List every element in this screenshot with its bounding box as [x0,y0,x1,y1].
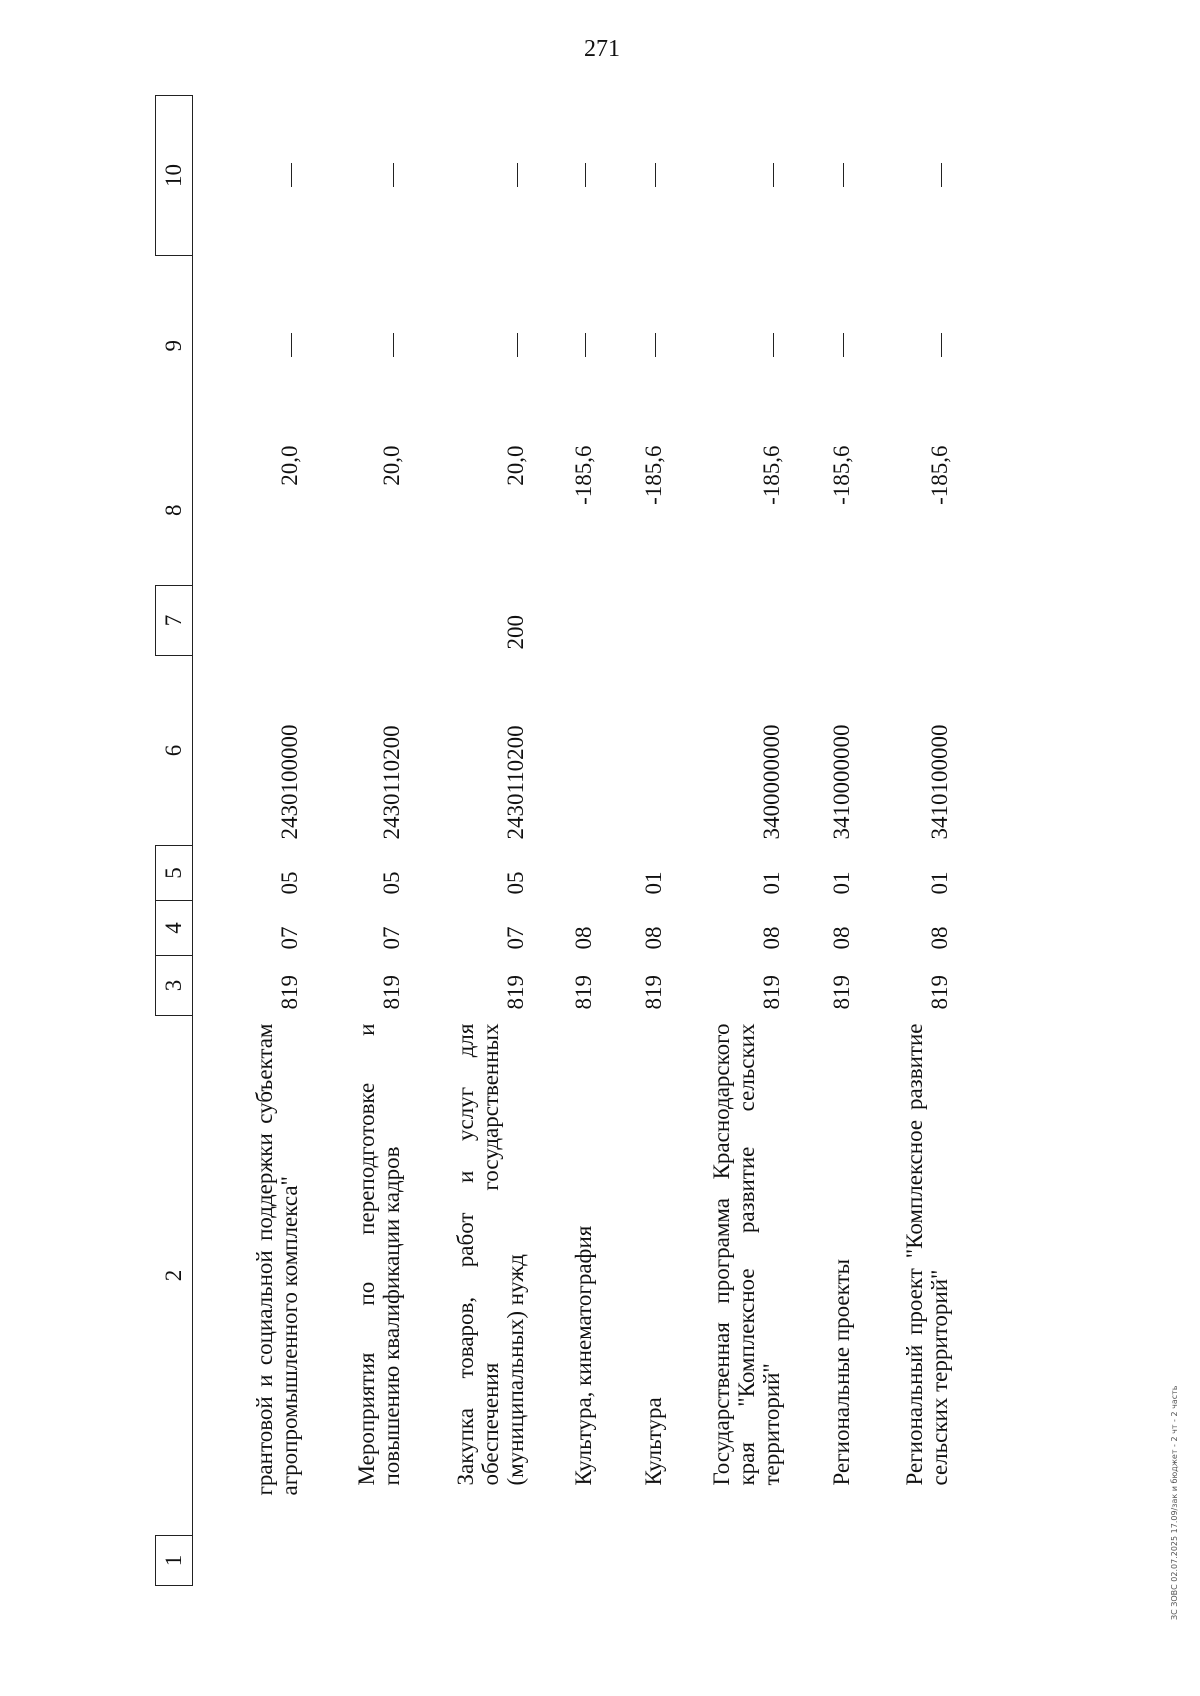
dash-mark [941,164,943,188]
row-vr [303,586,405,656]
col-header-1: 1 [156,1536,193,1586]
col-header-4: 4 [156,901,193,956]
dash-mark [773,334,775,358]
table-row [597,96,667,1586]
column-number-header [156,96,193,1586]
row-col9 [303,256,405,436]
row-vr [667,586,785,656]
row-csr: 3410000000 [828,724,854,840]
row-rz: 07 [378,926,404,950]
col-header-7: 7 [156,586,193,656]
budget-table [155,95,953,1586]
dash-mark [517,334,519,358]
row-pr: 05 [502,871,528,895]
row-grbs: 819 [502,975,528,1010]
row-pr: 01 [926,871,952,895]
dash-mark [393,164,395,188]
row-col9 [785,256,855,436]
row-vr [597,586,667,656]
row-amount: -185,6 [758,445,784,505]
row-rz: 08 [828,926,854,950]
table-row [529,96,597,1586]
col-header-9: 9 [156,256,193,436]
row-rz: 08 [570,926,596,950]
row-amount: -185,6 [640,445,666,505]
dash-mark [843,334,845,358]
dash-mark [393,334,395,358]
row-grbs: 819 [828,975,854,1010]
table-row [193,96,303,1586]
dash-mark [655,334,657,358]
dash-mark [655,164,657,188]
dash-mark [585,334,587,358]
row-csr: 2430100000 [276,724,302,840]
row-csr [597,656,667,846]
row-col9 [597,256,667,436]
row-csr: 3400000000 [758,724,784,840]
row-rz: 08 [926,926,952,950]
row-name: грантовой и социальной поддержки субъектам агропромышленного комплекса" [251,1023,302,1496]
col-header-5: 5 [156,846,193,901]
row-col10 [303,96,405,256]
row-col10 [597,96,667,256]
row-col9 [667,256,785,436]
row-col9 [193,256,303,436]
row-grbs: 819 [570,975,596,1010]
table-row [785,96,855,1586]
row-col10 [193,96,303,256]
row-amount: 20,0 [276,445,302,486]
col-header-2: 2 [156,1016,193,1536]
row-pr: 01 [758,871,784,895]
row-rz: 07 [276,926,302,950]
row-col9 [529,256,597,436]
footer-note: ЗС ЗОВС 02.07.2025 17.09/зак и бюджет - 2 чт - 2 часть [1170,1385,1179,1620]
row-grbs: 819 [926,975,952,1010]
row-col9 [405,256,529,436]
row-pr [529,846,597,901]
row-pr: 01 [640,871,666,895]
row-grbs: 819 [640,975,666,1010]
dash-mark [773,164,775,188]
row-csr: 2430110200 [378,725,404,840]
row-col10 [405,96,529,256]
row-col10 [855,96,953,256]
row-rz: 07 [502,926,528,950]
dash-mark [291,334,293,358]
table-row [303,96,405,1586]
col-header-10: 10 [156,96,193,256]
table-row [667,96,785,1586]
dash-mark [843,164,845,188]
row-amount: -185,6 [926,445,952,505]
row-col10 [667,96,785,256]
row-grbs: 819 [758,975,784,1010]
row-name: Культура, кинематография [570,1225,596,1486]
row-vr [529,586,597,656]
col-header-6: 6 [156,656,193,846]
row-vr [193,586,303,656]
row-name: Закупка товаров, работ и услуг для обеспечения государственных (муниципальных) нужд [453,1023,528,1486]
table-row [405,96,529,1586]
row-pr: 01 [828,871,854,895]
row-csr [529,656,597,846]
row-name: Мероприятия по переподготовке и повышению квалификации кадров [353,1023,404,1486]
row-amount: 20,0 [378,445,404,486]
dash-mark [517,164,519,188]
row-pr: 05 [378,871,404,895]
row-col10 [529,96,597,256]
row-name: Культура [640,1397,666,1486]
row-amount: -185,6 [570,445,596,505]
col-header-8: 8 [156,436,193,586]
row-amount: 20,0 [502,445,528,486]
row-csr: 3410100000 [926,724,952,840]
dash-mark [585,164,587,188]
dash-mark [291,164,293,188]
row-name: Региональный проект "Комплексное развитие сельских территорий" [901,1023,952,1486]
row-rz: 08 [640,926,666,950]
row-vr [855,586,953,656]
row-col9 [855,256,953,436]
row-col10 [785,96,855,256]
row-grbs: 819 [378,975,404,1010]
row-grbs: 819 [276,975,302,1010]
rotated-sheet [155,96,1045,1586]
row-pr: 05 [276,871,302,895]
row-rz: 08 [758,926,784,950]
table-row [855,96,953,1586]
row-name: Государственная программа Краснодарского края "Комплексное развитие сельских территорий" [709,1023,784,1486]
row-amount: -185,6 [828,445,854,505]
row-name: Региональные проекты [828,1258,854,1486]
col-header-3: 3 [156,956,193,1016]
row-vr [785,586,855,656]
row-csr: 2430110200 [502,725,528,840]
page-number: 271 [584,36,620,62]
dash-mark [941,334,943,358]
row-vr: 200 [502,615,528,650]
